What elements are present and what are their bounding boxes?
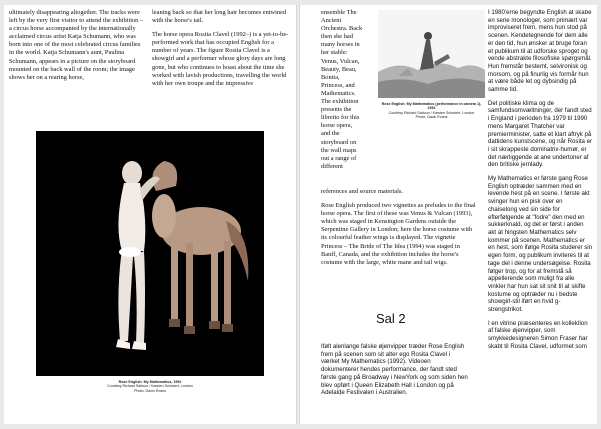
paragraph: My Mathematics er første gang Rose English optræder sammen med en levende hest på en scene. I første akt svinger hun en pisk over en chaiselong ved sin side for efterfølgende at "fodre" den med en sukkerknald, og det er først i anden akt at hingsten Mathematics selv kommer på scenen. Mathematics er en hest, som ifølge Rosita studerer sin egen form, og publikum inviteres til at tage del i denne undersøgelse. Rosita følger trop, og for at fremstå så appellerende som muligt fra alle vinkler har hun sat sit snit til at skifte kostume og optræder nu i bedste showgirl-stil iført en hvid g-strengstrikot.	[488, 175, 592, 314]
photo-caption	[84, 380, 216, 393]
paragraph: I en vitrine præsenteres en kollektion af falske øjenvipper, som smykkedesigneren Simon Fraser har skabt til Rosita Clavel, udformet som	[488, 319, 588, 350]
paragraph: Rose English produced two vignettes as preludes to the final horse opera. The first of these was Venus & Vulcan (1993), which was staged in Kensington Gardens outside the Serpentine Gallery in London; here the horse costume with its colourful feather wings is displayed. The vignette Princess – The Bride of The Idea (1994) was staged in Banff, Canada, and the exhibition includes the horse's costume with the large, white mane and tail wigs.	[321, 202, 476, 266]
caption-title: Rose English: My Mathematics (performance in camera 1), 1992	[381, 102, 482, 111]
paragraph: Det politiske klima og de samfundsomvæltninger, der fandt sted i England i perioden fra 1979 til 1990 mens Margaret Thatcher var premierminister, satte et klart aftryk på dattidens kunstscene, og når Rosita er i sit skrappeste dominatrix-humør, er det nærliggende at ane undertoner af den britiske jernlady.	[488, 99, 592, 169]
right-column-1-bottom	[321, 343, 469, 397]
left-page	[4, 5, 296, 424]
right-column-1	[321, 188, 476, 267]
caption-title: Rose English: My Mathematics, 1992	[118, 380, 182, 384]
paragraph: references and source materials.	[321, 188, 403, 195]
paragraph: ensemble The Ancient Orchestra. Back then she had many horses in her stable: Venus, Vulcan, Beauty, Beau, Bonita, Princess, and Mathematics. The exhibition presents the libretto for this horse opera, and the storyboard on the wall maps out a range of different	[321, 9, 363, 170]
section-heading: Sal 2	[376, 311, 406, 326]
caption-photo-credit: Photo: Gavin Evans	[415, 114, 448, 119]
right-column-1-top	[321, 9, 363, 171]
caption-credit: Courtesy Richard Saltoun / Karsten Schubert, London	[388, 110, 475, 115]
paragraph: The horse opera Rosita Clavel (1992–) is a yet-to-be-performed work that has occupied English for a number of years. The figure Rosita Clavel is a showgirl and a performer whose glory days are long gone, but who continues to boast about the time she worked with lavish productions, travelling the world with her own troupe and the impressive	[152, 31, 289, 87]
caption-photo-credit: Photo: Gavin Evans	[134, 388, 166, 393]
photo-caption	[378, 102, 485, 119]
right-page	[300, 5, 597, 424]
paragraph: I 1980'erne begyndte English at skabe en serie monologer, som primært var improviseret frem, mens hun stod på scenen. Kendetegnende for dem alle er den tid, hun ønsker at bruge foran et publikum til at udforske sproget og vende abstrakte filosofiske spørgsmål. Hun fremstår bestemt, selvironisk og morsom, og på finurlig vis formår hun at være både let og dybsindig på samme tid.	[488, 9, 592, 94]
performance-photo-landscape	[378, 10, 485, 98]
performer-in-camera-image	[378, 10, 485, 98]
left-column-2	[152, 9, 292, 88]
left-column-1	[9, 9, 144, 82]
paragraph: ultimately disappearing altogether. The tracks were left by the very first visitor to attend the exhibition – a circus horse accompanied by the internationally acclaimed circus artist Katja Schumann, who was born into one of the most celebrated circus families in the world. Katja Schumann's aunt, Paulina Schumann, appears in a picture on the storyboard mounted on the back wall of the room; the image shows her on a rearing horse,	[9, 9, 144, 81]
paragraph: Ifølt alenlange falske øjenvipper træder Rose English frem på scenen som sit alter ego Rosita Clavel i værket My Mathematics (1992). Videoen dokumenterer hendes performance, der fandt sted første gang på Broadway i NewYork og som siden hen blev opført i Queen Elizabeth Hall i London og på Adelaide Festivalen i Australien.	[321, 343, 468, 397]
paragraph: leaning back so that her long hair becomes entwined with the horse's tail.	[152, 9, 287, 25]
right-column-2	[488, 9, 592, 351]
performance-photo-horse	[36, 131, 264, 376]
caption-credit: Courtesy Richard Saltoun / Karsten Schubert, London	[107, 384, 193, 389]
performer-with-horse-image	[36, 131, 264, 376]
